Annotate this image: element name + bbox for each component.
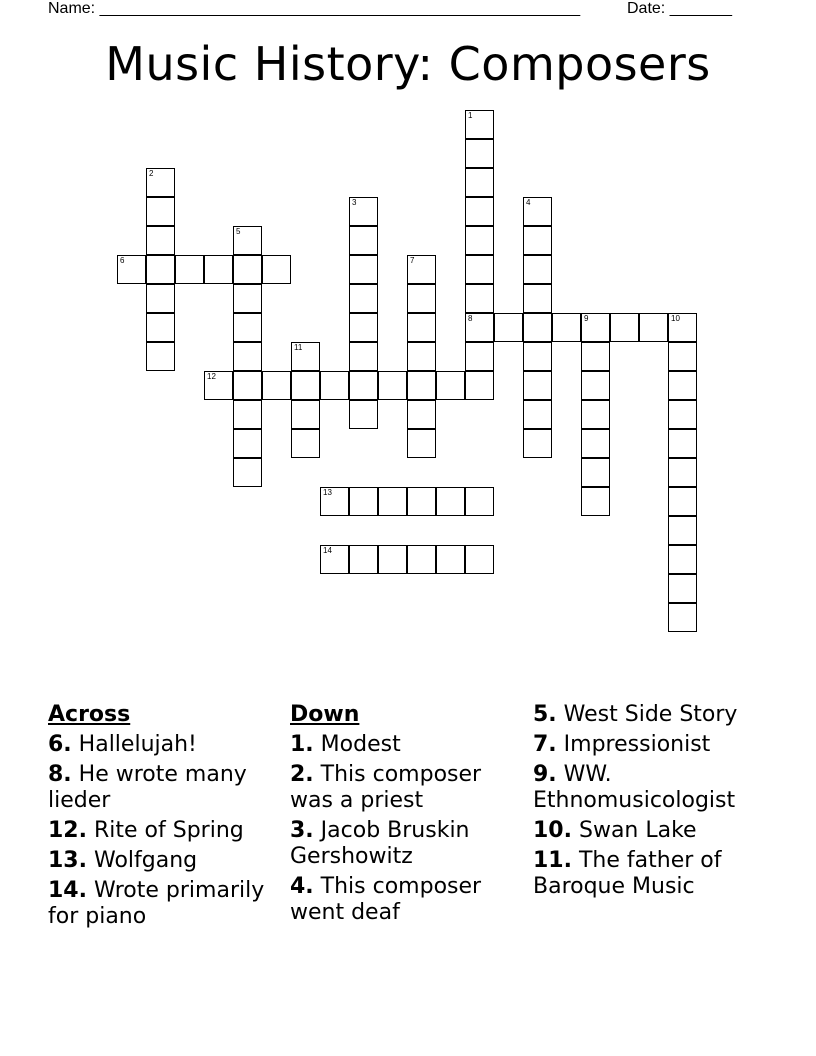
crossword-cell[interactable] bbox=[523, 284, 552, 313]
crossword-cell[interactable] bbox=[407, 342, 436, 371]
crossword-cell[interactable] bbox=[581, 313, 610, 342]
crossword-cell[interactable] bbox=[349, 197, 378, 226]
crossword-cell[interactable] bbox=[146, 255, 175, 284]
clue-down-3 bbox=[290, 818, 520, 870]
crossword-cell[interactable] bbox=[146, 226, 175, 255]
clue-number: 7. bbox=[533, 732, 557, 757]
clue-number: 4. bbox=[290, 874, 314, 899]
clue-text: Jacob Bruskin Gershowitz bbox=[290, 818, 470, 869]
clue-number-label: 14 bbox=[323, 546, 332, 555]
clue-across-14 bbox=[48, 878, 284, 930]
crossword-cell[interactable] bbox=[407, 255, 436, 284]
crossword-cell[interactable] bbox=[523, 429, 552, 458]
clue-text: This composer was a priest bbox=[290, 762, 482, 813]
down-clues-continued bbox=[533, 702, 773, 904]
crossword-cell[interactable] bbox=[465, 342, 494, 371]
clue-number-label: 10 bbox=[671, 314, 680, 323]
clue-text: Swan Lake bbox=[578, 818, 697, 843]
clue-down-4 bbox=[290, 874, 520, 926]
crossword-cell[interactable] bbox=[668, 400, 697, 429]
crossword-cell[interactable] bbox=[465, 284, 494, 313]
crossword-cell[interactable] bbox=[668, 574, 697, 603]
clue-down-5 bbox=[533, 702, 773, 728]
clue-down-1 bbox=[290, 732, 520, 758]
clue-down-9 bbox=[533, 762, 773, 814]
clue-down-7 bbox=[533, 732, 773, 758]
crossword-cell[interactable] bbox=[552, 313, 581, 342]
clue-number-label: 12 bbox=[207, 372, 216, 381]
crossword-cell[interactable] bbox=[349, 487, 378, 516]
clue-number: 5. bbox=[533, 702, 557, 727]
crossword-cell[interactable] bbox=[407, 284, 436, 313]
clue-number-label: 9 bbox=[584, 314, 589, 323]
crossword-cell[interactable] bbox=[465, 545, 494, 574]
crossword-cell[interactable] bbox=[407, 429, 436, 458]
crossword-cell[interactable] bbox=[233, 255, 262, 284]
clue-number-label: 13 bbox=[323, 488, 332, 497]
clue-text: This composer went deaf bbox=[290, 874, 482, 925]
clue-across-13 bbox=[48, 848, 284, 874]
clue-text: Modest bbox=[320, 732, 401, 757]
clue-number-label: 6 bbox=[120, 256, 125, 265]
clue-number-label: 8 bbox=[468, 314, 473, 323]
crossword-cell[interactable] bbox=[407, 545, 436, 574]
crossword-cell[interactable] bbox=[668, 371, 697, 400]
crossword-cell[interactable] bbox=[668, 487, 697, 516]
crossword-cell[interactable] bbox=[465, 139, 494, 168]
crossword-cell[interactable] bbox=[349, 400, 378, 429]
crossword-cell[interactable] bbox=[407, 487, 436, 516]
crossword-cell[interactable] bbox=[523, 342, 552, 371]
clue-text: Wolfgang bbox=[93, 848, 198, 873]
clue-number: 10. bbox=[533, 818, 572, 843]
crossword-cell[interactable] bbox=[668, 342, 697, 371]
clue-number: 8. bbox=[48, 762, 72, 787]
crossword-cell[interactable] bbox=[436, 371, 465, 400]
crossword-cell[interactable] bbox=[581, 400, 610, 429]
crossword-cell[interactable] bbox=[494, 313, 523, 342]
clue-number: 1. bbox=[290, 732, 314, 757]
clue-text: Rite of Spring bbox=[93, 818, 244, 843]
down-clues bbox=[290, 702, 520, 930]
crossword-cell[interactable] bbox=[233, 313, 262, 342]
clue-number-label: 7 bbox=[410, 256, 415, 265]
crossword-cell[interactable] bbox=[262, 371, 291, 400]
date-field-line: Date: _______ bbox=[627, 0, 732, 17]
crossword-cell[interactable] bbox=[349, 545, 378, 574]
crossword-cell[interactable] bbox=[233, 400, 262, 429]
clue-number-label: 5 bbox=[236, 227, 241, 236]
clue-number: 13. bbox=[48, 848, 87, 873]
crossword-cell[interactable] bbox=[349, 342, 378, 371]
crossword-cell[interactable] bbox=[349, 313, 378, 342]
clue-number-label: 2 bbox=[149, 169, 154, 178]
crossword-cell[interactable] bbox=[320, 545, 349, 574]
crossword-cell[interactable] bbox=[465, 110, 494, 139]
crossword-cell[interactable] bbox=[349, 255, 378, 284]
crossword-cell[interactable] bbox=[523, 371, 552, 400]
crossword-cell[interactable] bbox=[378, 371, 407, 400]
across-clues bbox=[48, 702, 284, 934]
crossword-cell[interactable] bbox=[349, 371, 378, 400]
crossword-cell[interactable] bbox=[378, 545, 407, 574]
clue-number: 9. bbox=[533, 762, 557, 787]
crossword-cell[interactable] bbox=[581, 371, 610, 400]
clue-text: Hallelujah! bbox=[78, 732, 197, 757]
name-field-line: Name: ______________________________________________________ bbox=[48, 0, 581, 17]
crossword-cell[interactable] bbox=[581, 458, 610, 487]
clue-down-11 bbox=[533, 848, 773, 900]
crossword-cell[interactable] bbox=[233, 226, 262, 255]
clue-text: West Side Story bbox=[563, 702, 738, 727]
clue-across-6 bbox=[48, 732, 284, 758]
crossword-cell[interactable] bbox=[146, 342, 175, 371]
clue-number: 2. bbox=[290, 762, 314, 787]
crossword-cell[interactable] bbox=[291, 342, 320, 371]
crossword-cell[interactable] bbox=[523, 226, 552, 255]
clue-text: Impressionist bbox=[563, 732, 711, 757]
crossword-cell[interactable] bbox=[233, 429, 262, 458]
crossword-cell[interactable] bbox=[465, 255, 494, 284]
clue-number-label: 1 bbox=[468, 111, 473, 120]
clue-number: 14. bbox=[48, 878, 87, 903]
crossword-cell[interactable] bbox=[146, 284, 175, 313]
crossword-cell[interactable] bbox=[233, 342, 262, 371]
crossword-cell[interactable] bbox=[523, 400, 552, 429]
crossword-cell[interactable] bbox=[146, 313, 175, 342]
page-title: Music History: Composers bbox=[105, 37, 711, 91]
crossword-cell[interactable] bbox=[436, 487, 465, 516]
crossword-cell[interactable] bbox=[581, 487, 610, 516]
crossword-cell[interactable] bbox=[291, 429, 320, 458]
clue-text: The father of Baroque Music bbox=[533, 848, 722, 899]
crossword-cell[interactable] bbox=[204, 255, 233, 284]
crossword-cell[interactable] bbox=[465, 168, 494, 197]
crossword-cell[interactable] bbox=[523, 197, 552, 226]
crossword-cell[interactable] bbox=[407, 400, 436, 429]
crossword-cell[interactable] bbox=[465, 313, 494, 342]
clue-down-10 bbox=[533, 818, 773, 844]
crossword-cell[interactable] bbox=[291, 371, 320, 400]
crossword-cell[interactable] bbox=[668, 313, 697, 342]
clue-number-label: 4 bbox=[526, 198, 531, 207]
clue-number: 12. bbox=[48, 818, 87, 843]
crossword-cell[interactable] bbox=[407, 371, 436, 400]
crossword-cell[interactable] bbox=[610, 313, 639, 342]
crossword-cell[interactable] bbox=[407, 313, 436, 342]
crossword-cell[interactable] bbox=[523, 255, 552, 284]
crossword-cell[interactable] bbox=[349, 226, 378, 255]
clue-down-2 bbox=[290, 762, 520, 814]
crossword-cell[interactable] bbox=[436, 545, 465, 574]
clue-number: 6. bbox=[48, 732, 72, 757]
crossword-cell[interactable] bbox=[262, 255, 291, 284]
crossword-cell[interactable] bbox=[233, 458, 262, 487]
crossword-cell[interactable] bbox=[668, 516, 697, 545]
crossword-cell[interactable] bbox=[320, 371, 349, 400]
crossword-cell[interactable] bbox=[639, 313, 668, 342]
crossword-cell[interactable] bbox=[349, 284, 378, 313]
crossword-cell[interactable] bbox=[523, 313, 552, 342]
crossword-cell[interactable] bbox=[465, 487, 494, 516]
crossword-cell[interactable] bbox=[291, 400, 320, 429]
crossword-cell[interactable] bbox=[668, 429, 697, 458]
crossword-cell[interactable] bbox=[233, 284, 262, 313]
crossword-cell[interactable] bbox=[668, 458, 697, 487]
clue-text: Wrote primarily for piano bbox=[48, 878, 265, 929]
crossword-cell[interactable] bbox=[117, 255, 146, 284]
across-heading: Across bbox=[48, 702, 131, 727]
crossword-cell[interactable] bbox=[581, 342, 610, 371]
crossword-cell[interactable] bbox=[668, 545, 697, 574]
crossword-cell[interactable] bbox=[204, 371, 233, 400]
clue-number-label: 11 bbox=[294, 343, 303, 352]
clue-number: 3. bbox=[290, 818, 314, 843]
crossword-cell[interactable] bbox=[465, 371, 494, 400]
crossword-cell[interactable] bbox=[581, 429, 610, 458]
clue-number: 11. bbox=[533, 848, 572, 873]
crossword-cell[interactable] bbox=[146, 197, 175, 226]
crossword-cell[interactable] bbox=[465, 197, 494, 226]
crossword-cell[interactable] bbox=[465, 226, 494, 255]
clue-number-label: 3 bbox=[352, 198, 357, 207]
crossword-cell[interactable] bbox=[378, 487, 407, 516]
clue-across-8 bbox=[48, 762, 284, 814]
crossword-cell[interactable] bbox=[233, 371, 262, 400]
clue-text: WW. Ethnomusicologist bbox=[533, 762, 736, 813]
down-heading: Down bbox=[290, 702, 360, 727]
clue-across-12 bbox=[48, 818, 284, 844]
crossword-cell[interactable] bbox=[320, 487, 349, 516]
crossword-cell[interactable] bbox=[668, 603, 697, 632]
crossword-cell[interactable] bbox=[175, 255, 204, 284]
clue-text: He wrote many lieder bbox=[48, 762, 247, 813]
crossword-cell[interactable] bbox=[146, 168, 175, 197]
